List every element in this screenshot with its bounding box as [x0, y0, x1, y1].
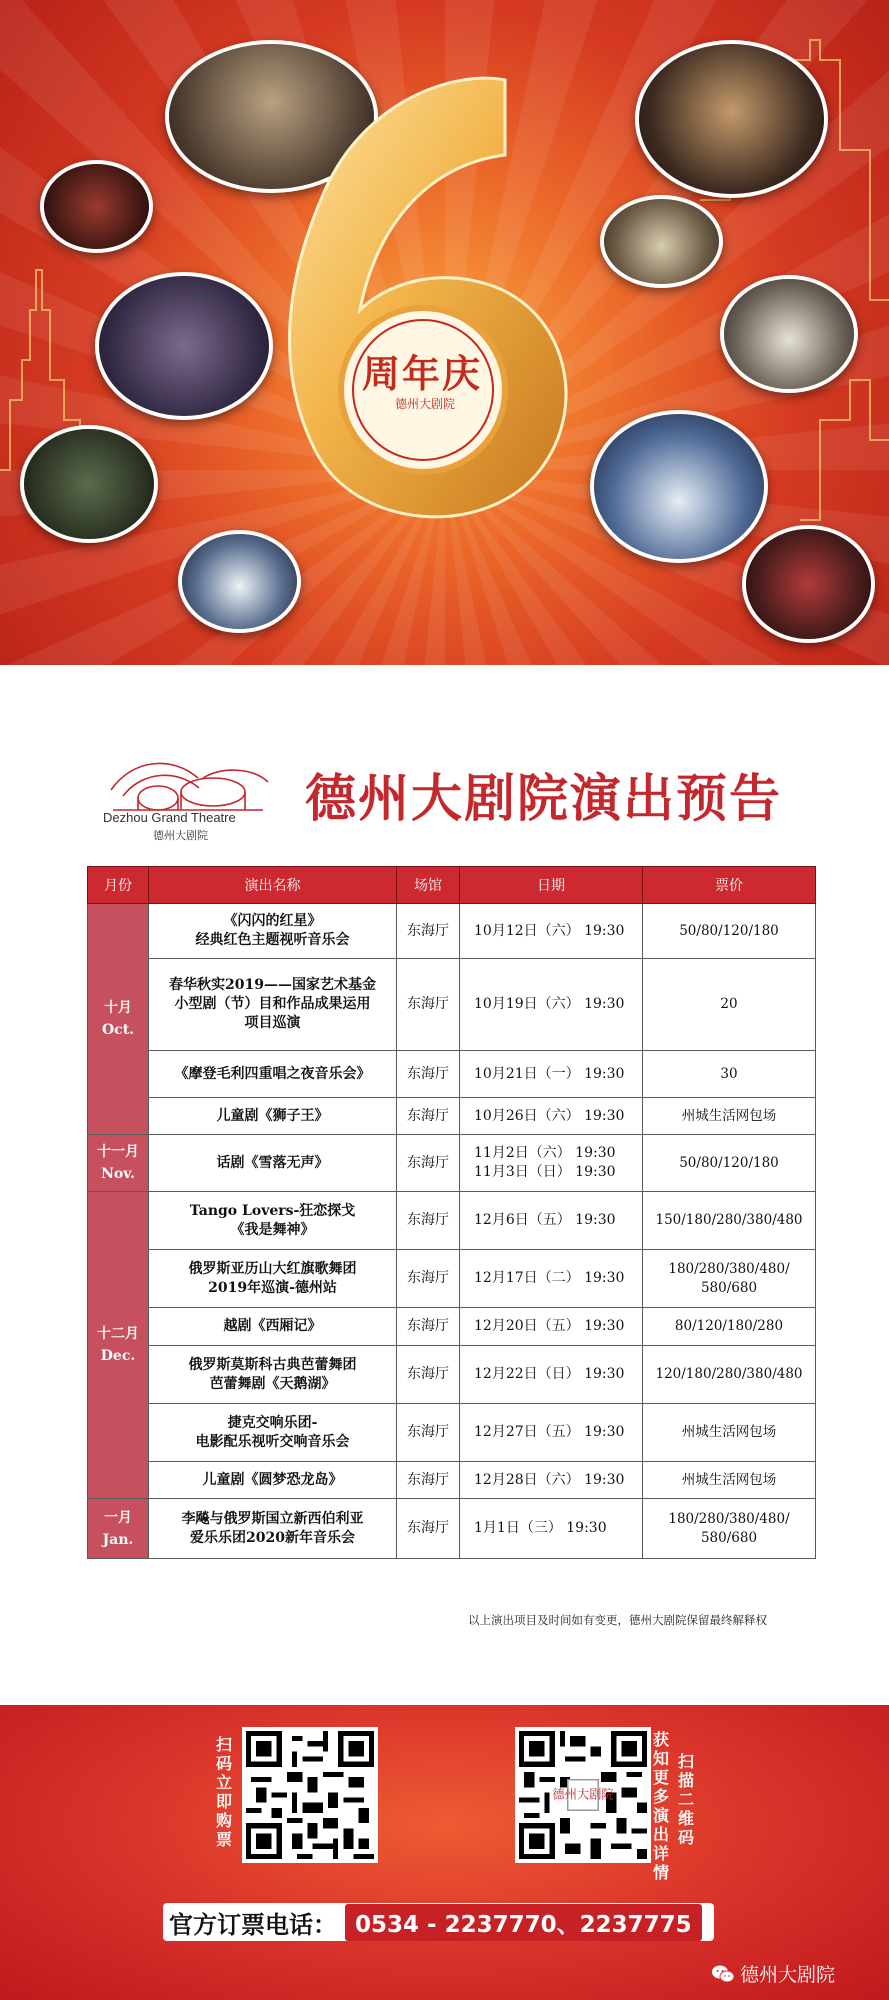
- ticket-price: 50/80/120/180: [643, 904, 816, 959]
- show-date: 10月26日（六） 19:30: [460, 1098, 643, 1135]
- venue: 东海厅: [397, 1346, 460, 1404]
- table-row: [88, 1250, 816, 1308]
- venue: 东海厅: [397, 959, 460, 1051]
- venue: 东海厅: [397, 1499, 460, 1559]
- info-qr-code[interactable]: [515, 1727, 651, 1863]
- month-cell-nov: [88, 1135, 149, 1192]
- table-row: [88, 1098, 816, 1135]
- wechat-account-name: 德州大剧院: [740, 1964, 836, 1986]
- show-date: 12月6日（五） 19:30: [460, 1192, 643, 1250]
- ticket-qr-code[interactable]: [242, 1727, 378, 1863]
- qr-right-label-scan: 扫描二维码: [677, 1752, 694, 1847]
- hotline-label: 官方订票电话：: [169, 1910, 337, 1939]
- anniversary-banner: [0, 0, 889, 665]
- venue: 东海厅: [397, 1135, 460, 1192]
- month-label: 十二月: [97, 1326, 139, 1342]
- table-row: [88, 1308, 816, 1346]
- show-name: Tango Lovers-狂恋探戈 《我是舞神》: [149, 1192, 397, 1250]
- ticket-price: 30: [643, 1051, 816, 1098]
- table-row: [88, 1499, 816, 1559]
- show-name: 李飚与俄罗斯国立新西伯利亚 爱乐乐团2020新年音乐会: [149, 1499, 397, 1559]
- table-row: [88, 1051, 816, 1098]
- month-cell-jan: [88, 1499, 149, 1559]
- show-name: 俄罗斯亚历山大红旗歌舞团 2019年巡演-德州站: [149, 1250, 397, 1308]
- show-name: 《闪闪的红星》 经典红色主题视听音乐会: [149, 904, 397, 959]
- venue: 东海厅: [397, 1192, 460, 1250]
- column-header-price: 票价: [643, 867, 816, 904]
- show-date: 12月22日（日） 19:30: [460, 1346, 643, 1404]
- logo-chinese-name: 德州大剧院: [153, 829, 208, 842]
- month-label-en: Jan.: [102, 1531, 134, 1548]
- logo-english-name: Dezhou Grand Theatre: [103, 810, 236, 825]
- anniversary-6-emblem: [255, 70, 585, 570]
- month-label-en: Dec.: [100, 1348, 136, 1364]
- ticket-price: 50/80/120/180: [643, 1135, 816, 1192]
- photo-choir: [40, 160, 153, 253]
- table-header-row: [88, 867, 816, 904]
- photo-concert-hall: [600, 195, 723, 288]
- footer-banner: [0, 1705, 889, 2000]
- photo-tango: [742, 525, 875, 643]
- ticket-price: 州城生活网包场: [643, 1098, 816, 1135]
- ticket-price: 20: [643, 959, 816, 1051]
- venue: 东海厅: [397, 1250, 460, 1308]
- photo-chorus-stage: [20, 425, 158, 543]
- show-date: 11月2日（六） 19:30 11月3日（日） 19:30: [460, 1135, 643, 1192]
- table-row: [88, 959, 816, 1051]
- show-name: 《摩登毛利四重唱之夜音乐会》: [149, 1051, 397, 1098]
- photo-army-chorus: [95, 272, 273, 420]
- disclaimer-note: 以上演出项目及时间如有变更，德州大剧院保留最终解释权: [468, 1613, 767, 1627]
- anniversary-subtitle: 德州大剧院: [394, 397, 455, 411]
- show-name: 越剧《西厢记》: [149, 1308, 397, 1346]
- ticket-price: 180/280/380/480/ 580/680: [643, 1250, 816, 1308]
- show-date: 12月27日（五） 19:30: [460, 1404, 643, 1462]
- venue: 东海厅: [397, 1308, 460, 1346]
- photo-symphony: [720, 275, 858, 393]
- ticket-price: 州城生活网包场: [643, 1462, 816, 1499]
- show-name: 春华秋实2019——国家艺术基金 小型剧（节）目和作品成果运用 项目巡演: [149, 959, 397, 1051]
- ticket-hotline-bar: [163, 1903, 714, 1941]
- photo-ballet-swan-lake: [590, 410, 768, 563]
- show-date: 1月1日（三） 19:30: [460, 1499, 643, 1559]
- qr-right-label-details: 获知更多演出详情: [652, 1730, 669, 1882]
- column-header-venue: 场馆: [397, 867, 460, 904]
- venue: 东海厅: [397, 1098, 460, 1135]
- wechat-account-tag: [712, 1960, 835, 1987]
- photo-orchestra: [635, 40, 828, 198]
- ticket-price: 州城生活网包场: [643, 1404, 816, 1462]
- ticket-price: 120/180/280/380/480: [643, 1346, 816, 1404]
- show-name: 话剧《雪落无声》: [149, 1135, 397, 1192]
- column-header-month: 月份: [88, 867, 149, 904]
- show-date: 12月20日（五） 19:30: [460, 1308, 643, 1346]
- wechat-icon: [712, 1965, 734, 1983]
- show-date: 10月12日（六） 19:30: [460, 904, 643, 959]
- schedule-title: 德州大剧院演出预告: [305, 769, 783, 829]
- hotline-number[interactable]: 0534 - 2237770、2237775: [345, 1904, 702, 1941]
- venue: 东海厅: [397, 904, 460, 959]
- month-label: 一月: [104, 1509, 132, 1526]
- table-row: [88, 1404, 816, 1462]
- qr-left-label: 扫码立即购票: [215, 1735, 232, 1849]
- table-row: [88, 1135, 816, 1192]
- table-row: [88, 904, 816, 959]
- month-label-en: Nov.: [101, 1166, 135, 1182]
- month-label-en: Oct.: [101, 1022, 135, 1038]
- column-header-name: 演出名称: [149, 867, 397, 904]
- month-cell-dec: [88, 1192, 149, 1499]
- performance-schedule-table: [87, 866, 816, 1559]
- column-header-date: 日期: [460, 867, 643, 904]
- venue: 东海厅: [397, 1462, 460, 1499]
- ticket-price: 150/180/280/380/480: [643, 1192, 816, 1250]
- ticket-price: 80/120/180/280: [643, 1308, 816, 1346]
- show-name: 儿童剧《圆梦恐龙岛》: [149, 1462, 397, 1499]
- venue: 东海厅: [397, 1051, 460, 1098]
- show-date: 12月17日（二） 19:30: [460, 1250, 643, 1308]
- month-label: 十一月: [97, 1144, 139, 1160]
- show-date: 10月21日（一） 19:30: [460, 1051, 643, 1098]
- show-date: 10月19日（六） 19:30: [460, 959, 643, 1051]
- show-name: 捷克交响乐团- 电影配乐视听交响音乐会: [149, 1404, 397, 1462]
- show-date: 12月28日（六） 19:30: [460, 1462, 643, 1499]
- anniversary-title: 周年庆: [361, 352, 482, 396]
- qr-center-logo-text: 德州大剧院: [552, 1787, 614, 1802]
- show-name: 俄罗斯莫斯科古典芭蕾舞团 芭蕾舞剧《天鹅湖》: [149, 1346, 397, 1404]
- table-row: [88, 1192, 816, 1250]
- table-row: [88, 1462, 816, 1499]
- month-cell-oct: [88, 904, 149, 1135]
- month-label: 十月: [104, 1000, 132, 1016]
- table-row: [88, 1346, 816, 1404]
- ticket-price: 180/280/380/480/ 580/680: [643, 1499, 816, 1559]
- show-name: 儿童剧《狮子王》: [149, 1098, 397, 1135]
- venue: 东海厅: [397, 1404, 460, 1462]
